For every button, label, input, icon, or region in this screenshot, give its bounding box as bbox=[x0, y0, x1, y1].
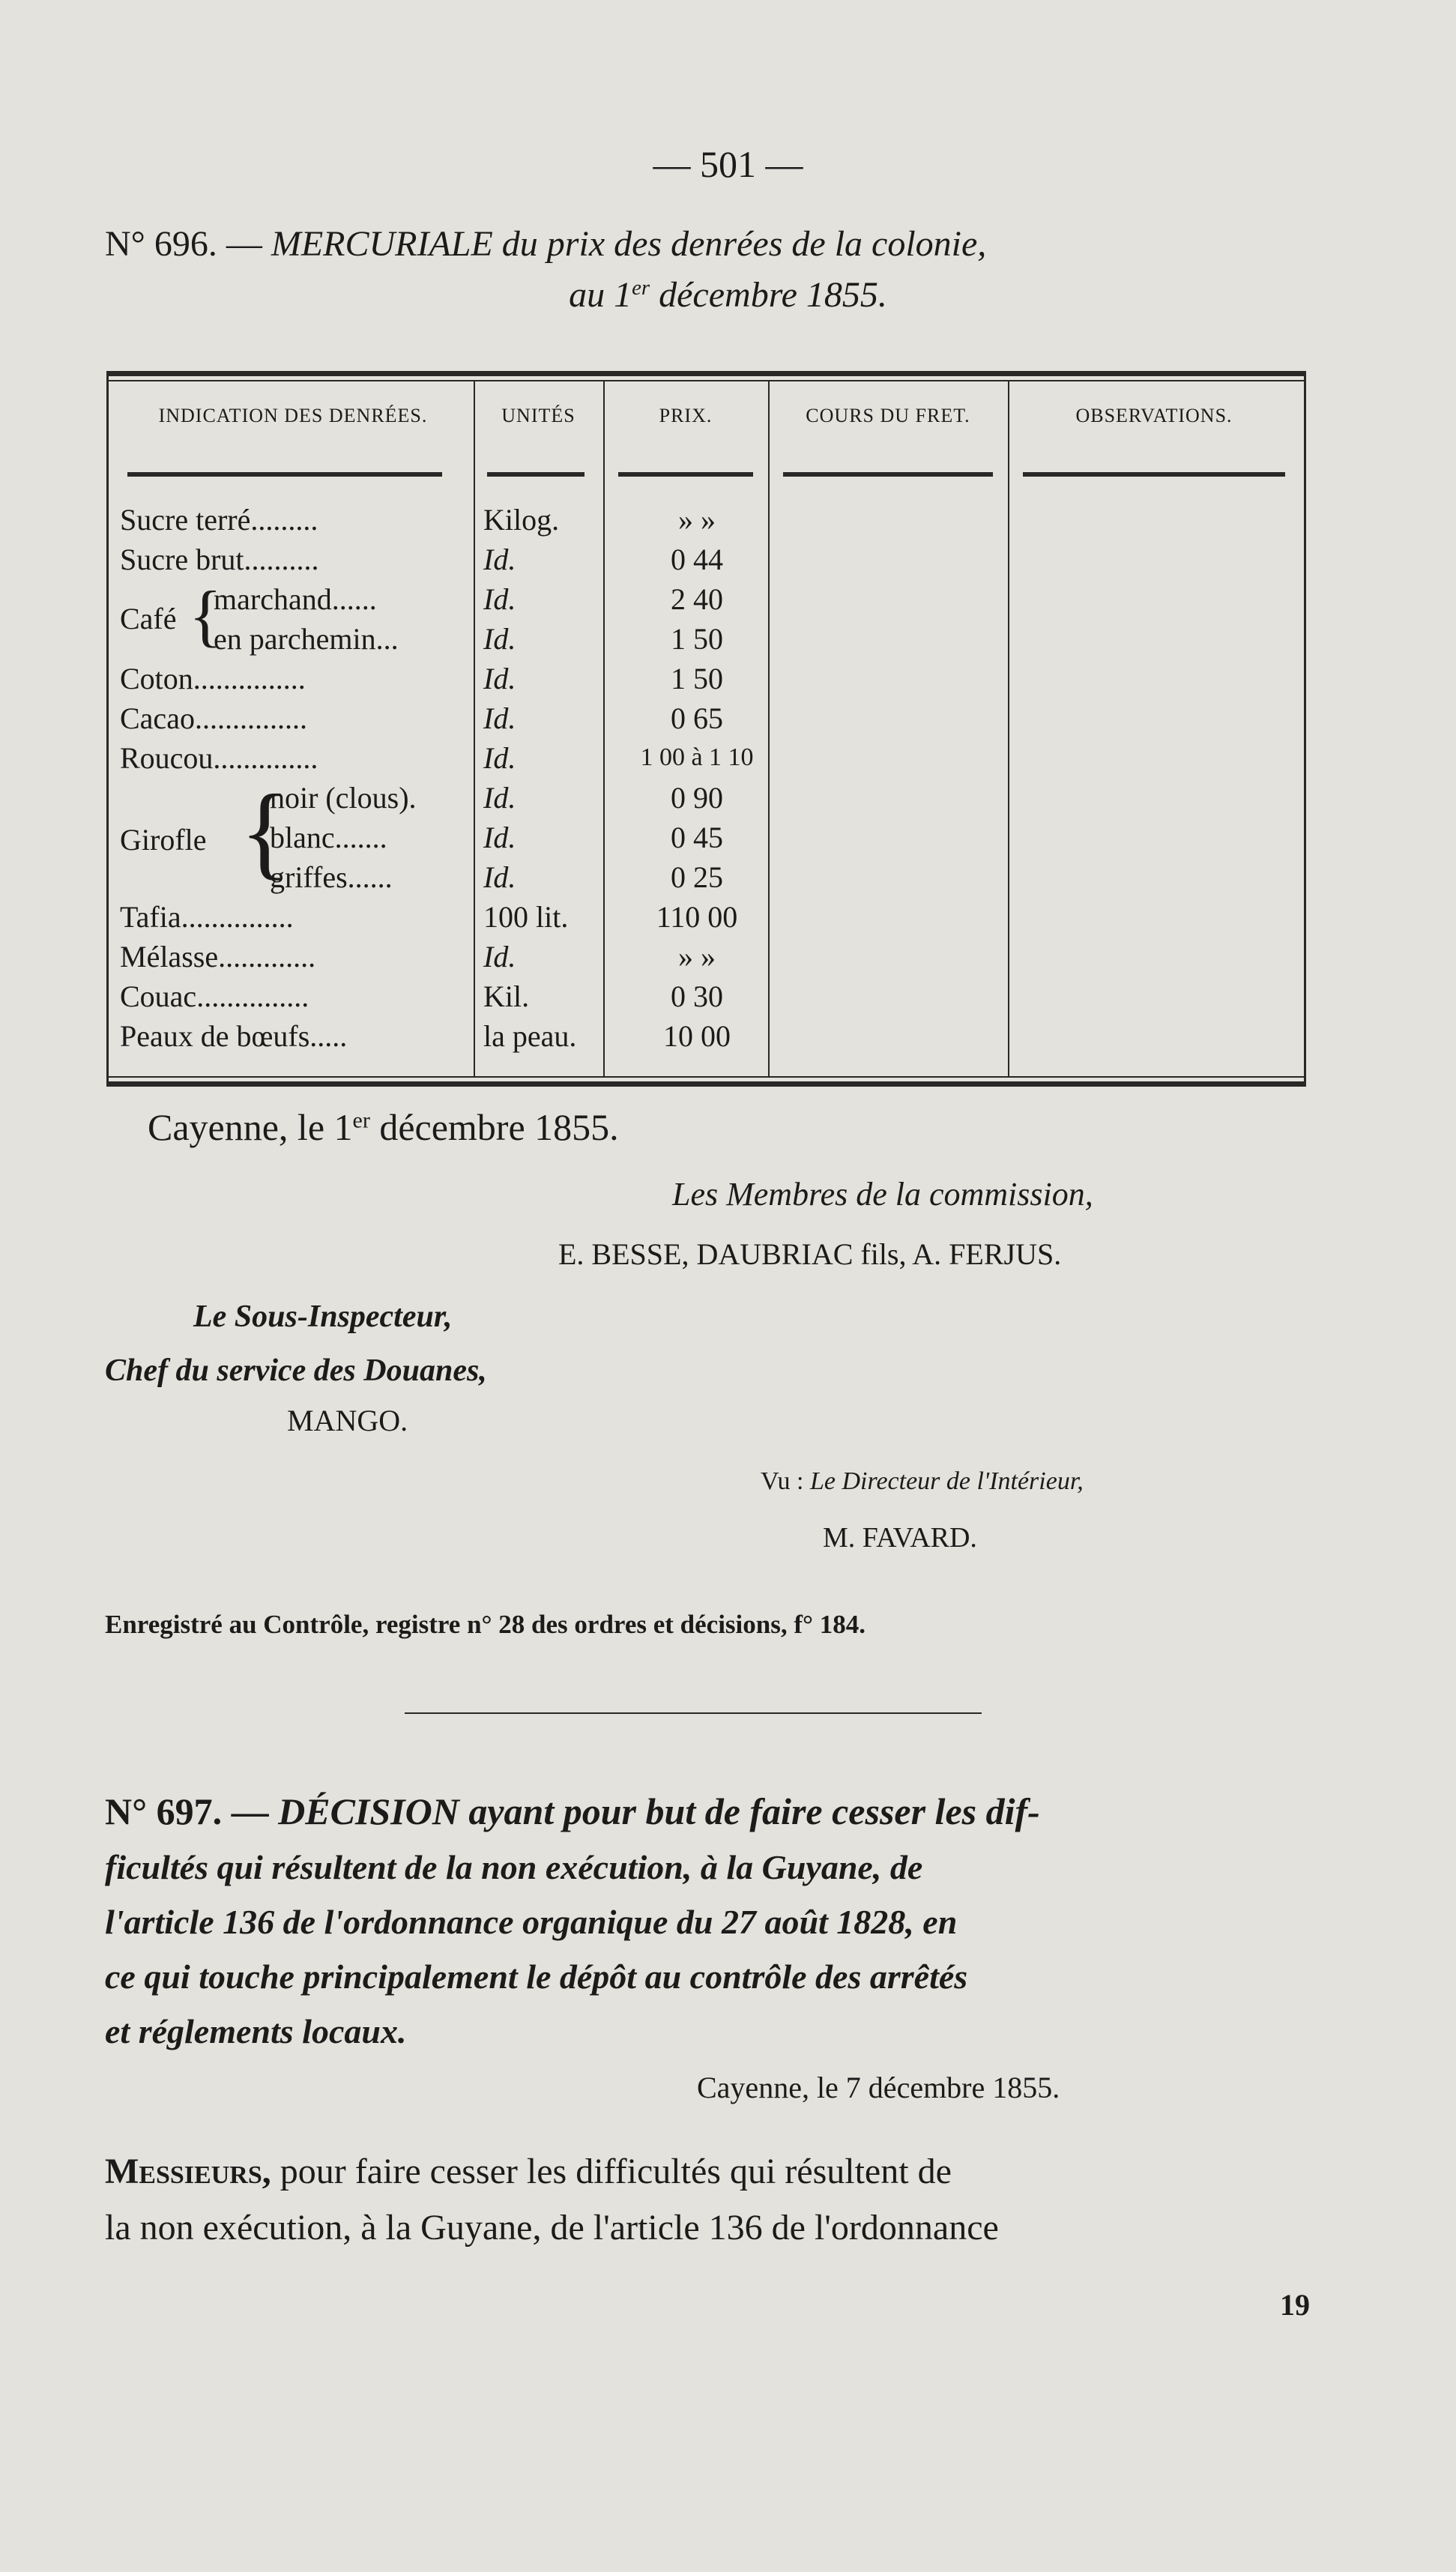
item-name: Roucou.............. bbox=[120, 741, 318, 775]
subtitle-prefix: au 1 bbox=[569, 275, 632, 315]
item-unit: 100 lit. bbox=[483, 900, 569, 934]
item-price: 0 45 bbox=[671, 821, 723, 854]
item-name: Peaux de bœufs..... bbox=[120, 1019, 348, 1053]
item-unit: Id. bbox=[483, 821, 516, 854]
vu-name: M. FAVARD. bbox=[823, 1522, 977, 1554]
item-name: en parchemin... bbox=[214, 622, 399, 656]
table-row bbox=[112, 701, 1300, 743]
decision-697-line-5: et réglements locaux. bbox=[105, 2012, 407, 2050]
header-rule bbox=[127, 472, 442, 477]
item-unit: Id. bbox=[483, 662, 516, 695]
table-row bbox=[112, 621, 1300, 664]
header-cours-fret: COURS DU FRET. bbox=[806, 405, 970, 426]
table-row bbox=[112, 780, 1300, 823]
item-price: 1 00 à 1 10 bbox=[640, 743, 754, 771]
signature-mark: 19 bbox=[1280, 2288, 1310, 2322]
table-border-left bbox=[106, 371, 109, 1087]
header-unites: UNITÉS bbox=[501, 405, 576, 426]
table-border-top-inner bbox=[106, 380, 1306, 381]
section-divider bbox=[405, 1712, 982, 1714]
header-denrees: INDICATION DES DENRÉES. bbox=[158, 405, 428, 426]
header-rule bbox=[487, 472, 584, 477]
item-price: 0 25 bbox=[671, 860, 723, 894]
body-line-2: la non exécution, à la Guyane, de l'article 136 de l'ordonnance bbox=[105, 2208, 999, 2248]
header-rule bbox=[1023, 472, 1285, 477]
item-unit: Id. bbox=[483, 781, 516, 815]
item-price: 0 65 bbox=[671, 701, 723, 735]
item-name: marchand...... bbox=[214, 582, 377, 616]
item-price: 0 44 bbox=[671, 543, 723, 576]
decision-696-subtitle bbox=[0, 274, 1456, 316]
table-row bbox=[112, 740, 1300, 783]
table-row bbox=[112, 661, 1300, 704]
item-unit: la peau. bbox=[483, 1019, 577, 1053]
vu-line bbox=[761, 1467, 1084, 1496]
item-unit: Id. bbox=[483, 860, 516, 894]
table-row bbox=[112, 542, 1300, 585]
brace-icon: { bbox=[240, 773, 291, 890]
date-sup: er bbox=[352, 1108, 370, 1133]
item-unit: Id. bbox=[483, 741, 516, 775]
inspector-title-2: Chef du service des Douanes, bbox=[105, 1353, 487, 1388]
item-price: » » bbox=[678, 940, 716, 973]
header-rule bbox=[783, 472, 993, 477]
item-unit: Id. bbox=[483, 582, 516, 616]
table-row bbox=[112, 1018, 1300, 1061]
item-price: 0 90 bbox=[671, 781, 723, 815]
table-row bbox=[112, 899, 1300, 942]
item-unit: Id. bbox=[483, 622, 516, 656]
item-unit: Kilog. bbox=[483, 503, 560, 537]
table-row bbox=[112, 582, 1300, 624]
decision-697-title: DÉCISION ayant pour but de faire cesser les dif- bbox=[278, 1790, 1040, 1832]
item-unit: Id. bbox=[483, 543, 516, 576]
item-price: 2 40 bbox=[671, 582, 723, 616]
item-name: Sucre terré......... bbox=[120, 503, 318, 537]
page-number: — 501 — bbox=[653, 143, 803, 185]
item-price: 1 50 bbox=[671, 622, 723, 656]
item-name: Cacao............... bbox=[120, 701, 307, 735]
item-name: Couac............... bbox=[120, 979, 309, 1013]
table-row bbox=[112, 860, 1300, 902]
vu-label: Vu : bbox=[761, 1467, 804, 1495]
table-border-bottom-inner bbox=[106, 1076, 1306, 1078]
item-name: Coton............... bbox=[120, 662, 306, 695]
decision-696-number: N° 696. bbox=[105, 224, 217, 264]
body-text: pour faire cesser les difficultés qui résultent de bbox=[271, 2152, 952, 2191]
brace-icon: { bbox=[189, 577, 223, 653]
inspector-name: MANGO. bbox=[287, 1404, 408, 1437]
date-prefix: Cayenne, le 1 bbox=[148, 1106, 353, 1148]
decision-697-line-2: ficultés qui résultent de la non exécution, à la Guyane, de bbox=[105, 1848, 923, 1886]
decision-697-line-3: l'article 136 de l'ordonnance organique du 27 août 1828, en bbox=[105, 1903, 958, 1941]
item-unit: Id. bbox=[483, 701, 516, 735]
table-row bbox=[112, 979, 1300, 1021]
item-name: Sucre brut.......... bbox=[120, 543, 319, 576]
table-row bbox=[112, 820, 1300, 863]
header-observations: OBSERVATIONS. bbox=[1075, 405, 1233, 426]
decision-697-line-4: ce qui touche principalement le dépôt au contrôle des arrêtés bbox=[105, 1957, 968, 1996]
commission-names: E. BESSE, DAUBRIAC fils, A. FERJUS. bbox=[558, 1237, 1062, 1271]
date-suffix: décembre 1855. bbox=[369, 1106, 619, 1148]
item-unit: Id. bbox=[483, 940, 516, 973]
item-price: 0 30 bbox=[671, 979, 723, 1013]
table-row bbox=[112, 502, 1300, 545]
item-name: noir (clous). bbox=[270, 781, 417, 815]
subtitle-sup: er bbox=[632, 276, 650, 301]
decision-696-dash: — bbox=[226, 224, 262, 264]
decision-696-heading bbox=[105, 223, 986, 265]
table-border-top bbox=[106, 371, 1306, 376]
item-unit: Kil. bbox=[483, 979, 530, 1013]
group-cafe: Café bbox=[120, 602, 177, 636]
item-name: griffes...... bbox=[270, 860, 393, 894]
item-price: 110 00 bbox=[656, 900, 738, 934]
vu-title: Le Directeur de l'Intérieur, bbox=[809, 1467, 1084, 1495]
table-border-bottom bbox=[106, 1081, 1306, 1087]
table-border-right bbox=[1304, 371, 1306, 1087]
item-price: » » bbox=[678, 503, 716, 537]
decision-697-line-1 bbox=[105, 1790, 1040, 1833]
table-row bbox=[112, 939, 1300, 982]
item-name: Mélasse............. bbox=[120, 940, 316, 973]
inspector-title-1: Le Sous-Inspecteur, bbox=[193, 1299, 453, 1334]
registration-note: Enregistré au Contrôle, registre n° 28 des ordres et décisions, f° 184. bbox=[105, 1610, 866, 1639]
body-salutation: Messieurs, bbox=[105, 2152, 271, 2191]
decision-697-place-date: Cayenne, le 7 décembre 1855. bbox=[697, 2071, 1060, 2104]
decision-696-title: MERCURIALE du prix des denrées de la colonie, bbox=[271, 224, 987, 264]
header-prix: PRIX. bbox=[659, 405, 713, 426]
price-table bbox=[112, 371, 1300, 1087]
header-rule bbox=[618, 472, 753, 477]
subtitle-suffix: décembre 1855. bbox=[650, 275, 887, 315]
item-price: 1 50 bbox=[671, 662, 723, 695]
decision-697-number: N° 697. — bbox=[105, 1790, 269, 1832]
commission-label: Les Membres de la commission, bbox=[672, 1176, 1093, 1213]
body-line-1 bbox=[105, 2151, 952, 2192]
date-line bbox=[148, 1105, 619, 1149]
item-name: blanc....... bbox=[270, 821, 387, 854]
group-girofle: Girofle bbox=[120, 823, 207, 857]
item-price: 10 00 bbox=[663, 1019, 731, 1053]
item-name: Tafia............... bbox=[120, 900, 294, 934]
